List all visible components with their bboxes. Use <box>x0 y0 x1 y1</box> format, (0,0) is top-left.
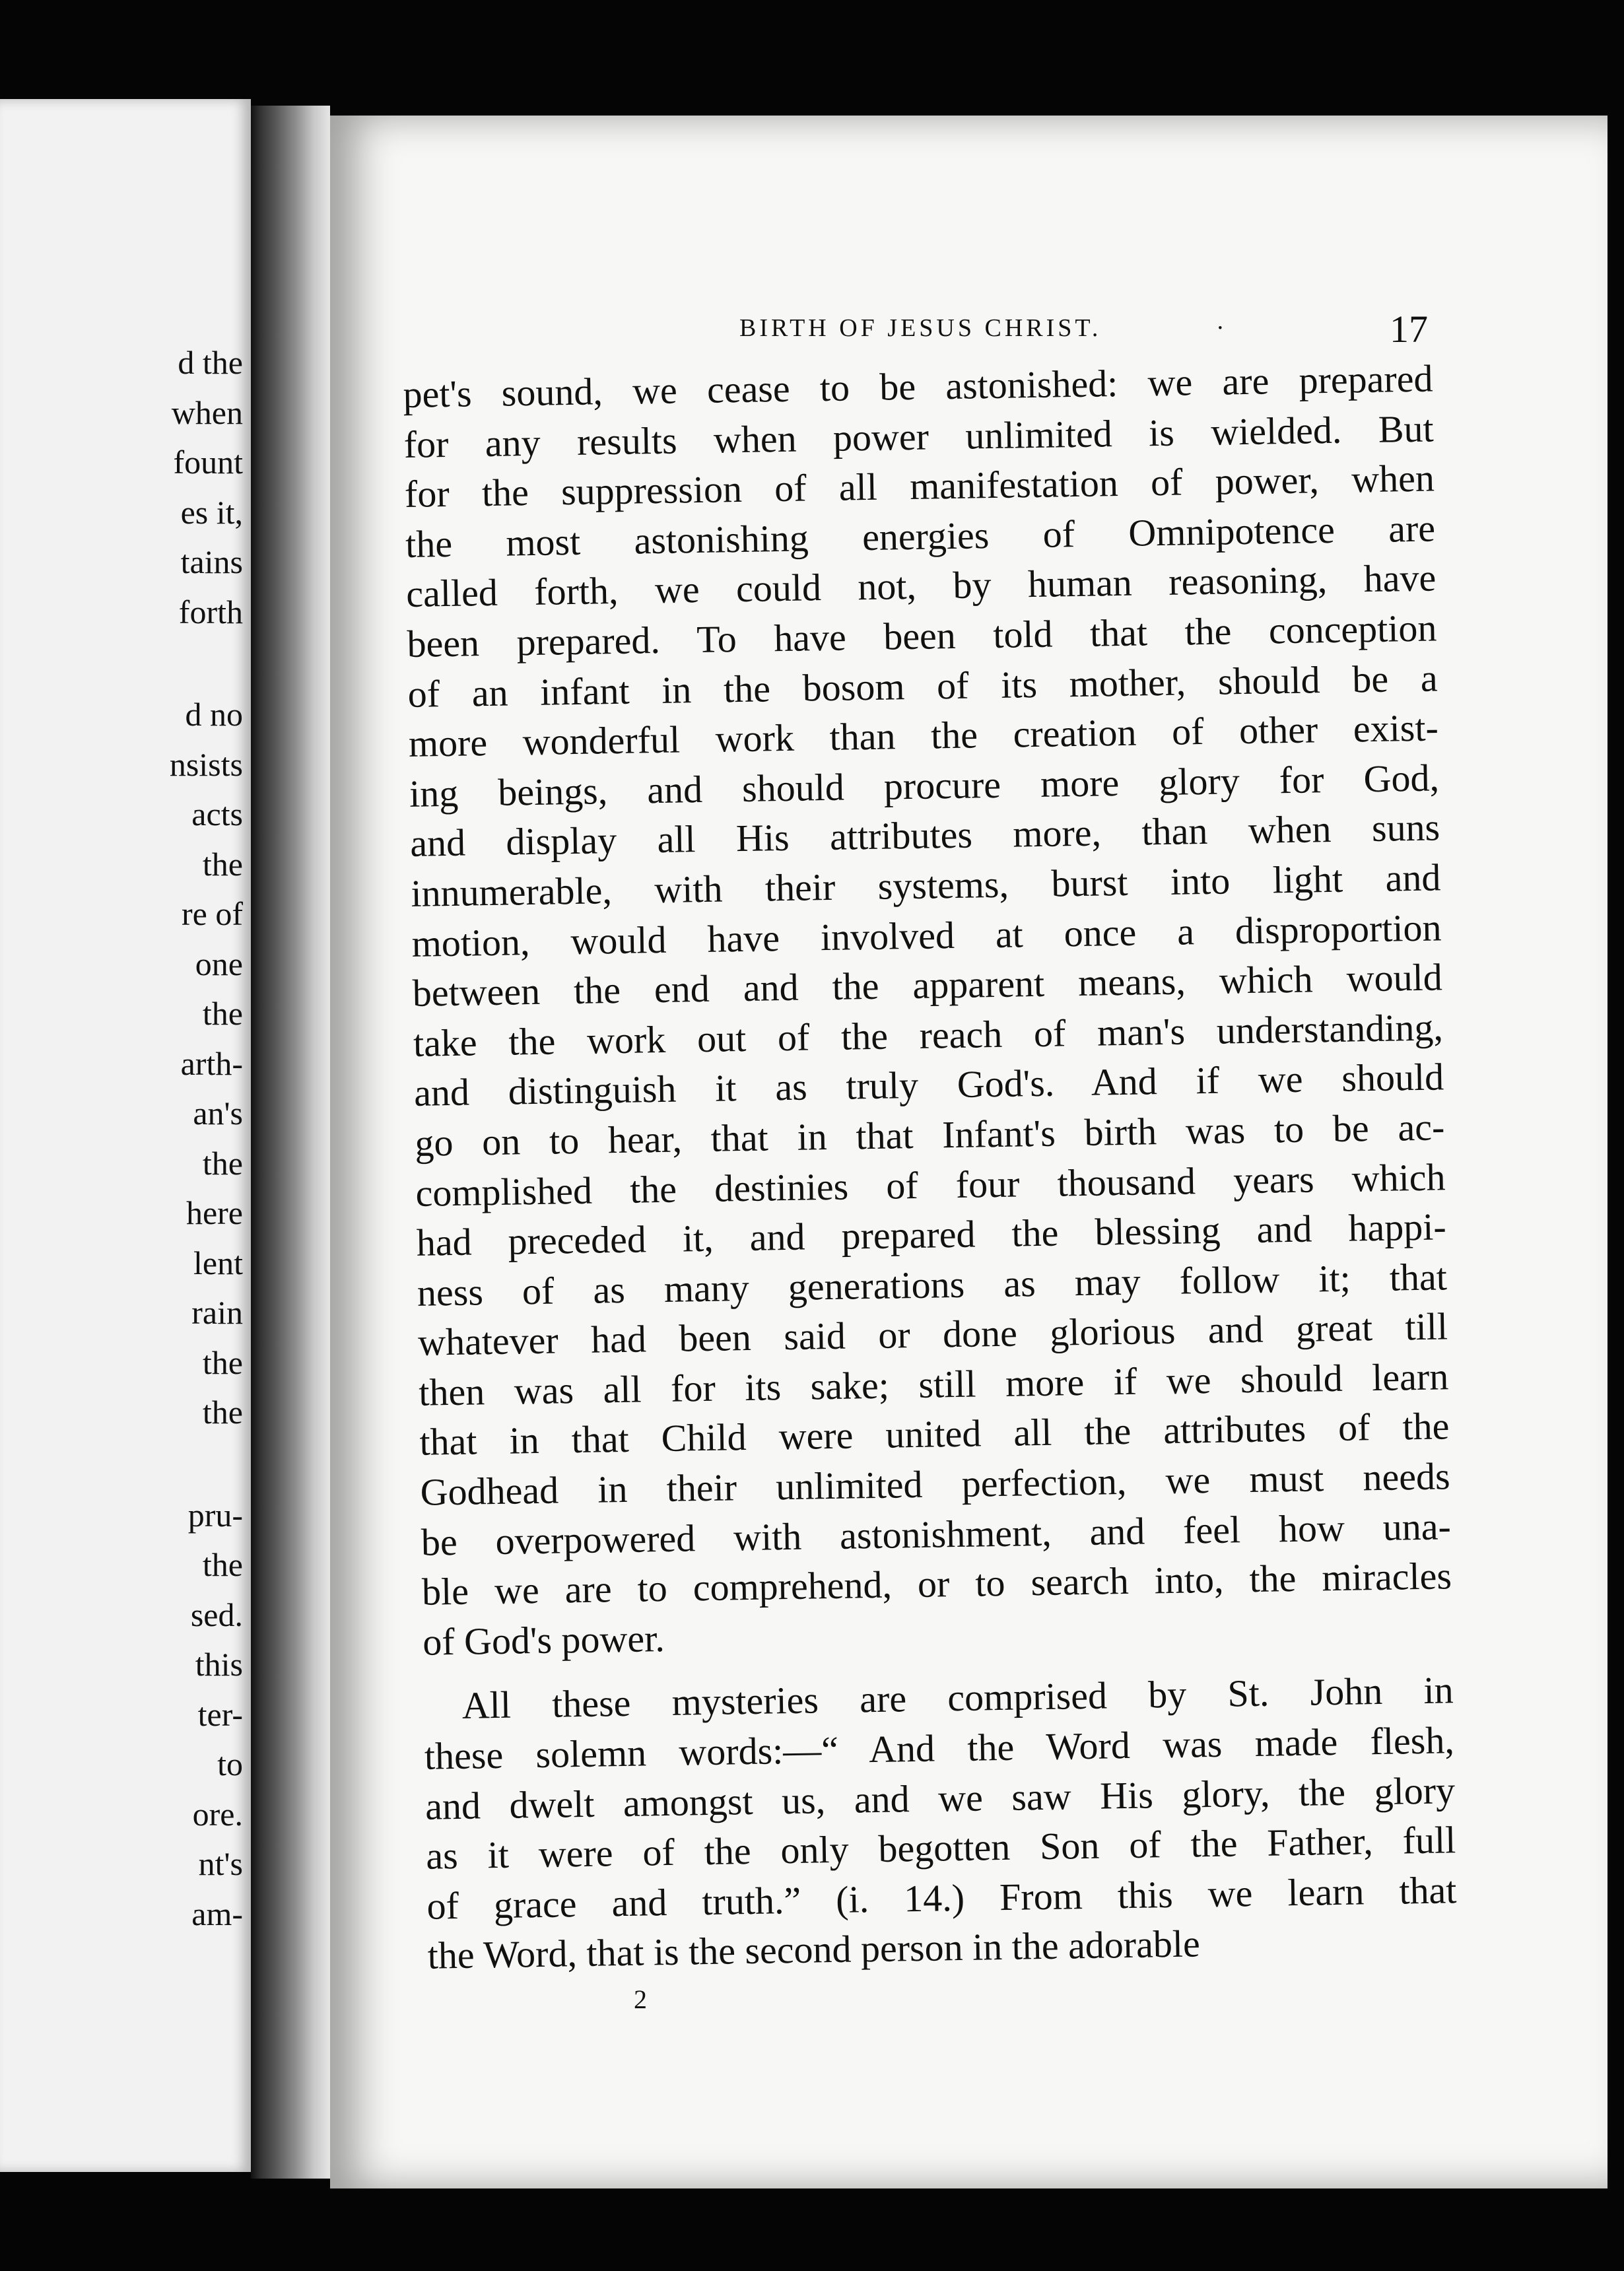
previous-page-fragment <box>0 99 251 2172</box>
fragment-line: tains <box>180 543 243 580</box>
fragment-line: acts <box>191 796 243 832</box>
fragment-line: ore. <box>192 1795 243 1833</box>
fragment-line: when <box>171 393 243 431</box>
fragment-line: arth- <box>180 1044 243 1082</box>
text-line: that in that Child were united all the attributes of the <box>419 1404 1450 1464</box>
text-line: take the work out of the reach of man's understanding, <box>413 1005 1444 1065</box>
text-line: of grace and truth.” (i. 14.) From this we learn that <box>426 1868 1457 1928</box>
book-page <box>330 116 1607 2188</box>
fragment-line: the <box>202 845 243 883</box>
text-line: ing beings, and should procure more glory for God, <box>409 756 1440 815</box>
text-line: innumerable, with their systems, burst into light and <box>410 856 1441 915</box>
text-line: of God's power. <box>422 1616 665 1664</box>
fragment-line: the <box>202 1343 243 1381</box>
text-line: Godhead in their unlimited perfection, we must needs <box>420 1454 1451 1514</box>
running-head: BIRTH OF JESUS CHRIST. <box>739 314 1102 342</box>
text-line: between the end and the apparent means, which would <box>412 955 1443 1015</box>
fragment-line: d no <box>185 696 243 733</box>
text-line: whatever had been said or done glorious and great till <box>417 1305 1448 1365</box>
text-line: complished the destinies of four thousand years which <box>415 1155 1446 1215</box>
text-line: pet's sound, we cease to be astonished: we are prepared <box>403 356 1433 416</box>
text-line: then was all for its sake; still more if we should learn <box>418 1355 1449 1414</box>
text-line: as it were of the only begotten Son of the Father, full <box>425 1818 1456 1878</box>
fragment-line: one <box>195 945 243 982</box>
signature-mark: 2 <box>634 1984 647 2014</box>
print-speck: · <box>1216 314 1225 342</box>
text-line: had preceded it, and prepared the blessing and happi- <box>416 1205 1447 1264</box>
text-line: All these mysteries are comprised by St. John in <box>461 1668 1454 1728</box>
text-line: and distinguish it as truly God's. And if we should <box>413 1055 1444 1115</box>
paragraph-2 <box>423 1666 1458 1981</box>
fragment-line: to <box>217 1746 243 1782</box>
fragment-line: d the <box>178 344 243 381</box>
fragment-line: nsists <box>169 745 243 783</box>
text-line: of an infant in the bosom of its mother, should be a <box>407 656 1438 716</box>
fragment-line: pru- <box>187 1496 243 1534</box>
text-line: for any results when power unlimited is wielded. But <box>403 407 1435 466</box>
text-line: ness of as many generations as may follow it; that <box>417 1255 1448 1314</box>
fragment-line: the <box>202 1546 243 1583</box>
fragment-line: the <box>202 1144 243 1182</box>
body-text <box>403 353 1458 1981</box>
fragment-line: sed. <box>190 1596 243 1633</box>
text-line: motion, would have involved at once a disproportion <box>411 905 1442 965</box>
text-line: called forth, we could not, by human reasoning, have <box>405 556 1437 616</box>
text-line: been prepared. To have been told that the conception <box>407 606 1437 665</box>
fragment-line: nt's <box>198 1845 243 1882</box>
fragment-line: this <box>195 1646 243 1683</box>
text-line: the Word, that is the second person in the adorable <box>427 1922 1201 1978</box>
fragment-line: rain <box>191 1294 243 1331</box>
text-line: these solemn words:—“ And the Word was made flesh, <box>424 1718 1455 1778</box>
text-line: and dwelt amongst us, and we saw His glory, the glory <box>424 1768 1456 1828</box>
text-line: go on to hear, that in that Infant's birth was to be ac- <box>414 1105 1445 1165</box>
fragment-line: forth <box>178 593 243 630</box>
book-gutter <box>251 106 330 2179</box>
text-line: be overpowered with astonishment, and feel how una- <box>421 1504 1452 1564</box>
fragment-line: the <box>202 995 243 1032</box>
fragment-line: es it, <box>180 493 243 531</box>
fragment-line: ter- <box>197 1695 243 1733</box>
paragraph-1 <box>403 353 1453 1667</box>
fragment-line: re of <box>182 895 243 932</box>
fragment-line: lent <box>193 1244 243 1281</box>
fragment-line: an's <box>193 1095 243 1132</box>
page-number: 17 <box>1390 308 1428 351</box>
text-line: and display all His attributes more, than when suns <box>409 805 1440 865</box>
text-line: ble we are to comprehend, or to search into, the miracles <box>421 1554 1452 1614</box>
fragment-line: the <box>202 1394 243 1431</box>
text-line: for the suppression of all manifestation of power, when <box>404 456 1435 516</box>
fragment-line: here <box>186 1194 243 1231</box>
text-line: more wonderful work than the creation of other exist- <box>408 706 1439 766</box>
fragment-line: am- <box>191 1895 243 1932</box>
fragment-line: fount <box>173 444 243 481</box>
text-line: the most astonishing energies of Omnipotence are <box>405 506 1436 566</box>
